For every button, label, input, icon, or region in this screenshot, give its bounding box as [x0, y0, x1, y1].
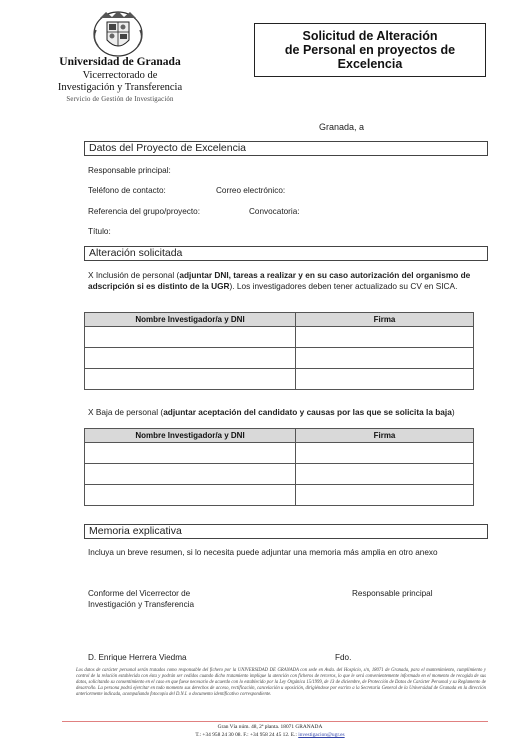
memoria-text: Incluya un breve resumen, si lo necesita puede adjuntar una memoria más amplia en otro anexo [88, 548, 438, 557]
table-row [85, 348, 474, 369]
inclusion-table [84, 312, 474, 390]
table-header-row [85, 429, 474, 443]
title-line3: Excelencia [337, 57, 403, 71]
sign-cell[interactable] [296, 464, 474, 485]
baja-paragraph [88, 407, 483, 418]
referencia-label: Referencia del grupo/proyecto: [88, 207, 200, 216]
place-date: Granada, a [319, 122, 365, 132]
titulo-label: Título: [88, 227, 111, 236]
convocatoria-label: Convocatoria: [249, 207, 300, 216]
table-row [85, 464, 474, 485]
responsable-signature-label: Responsable principal [352, 589, 433, 598]
baja-suffix: ) [451, 407, 455, 417]
col-sign-header: Firma [296, 429, 474, 443]
correo-label: Correo electrónico: [216, 186, 286, 195]
footer-divider [62, 721, 488, 722]
vicerrectorado-line2: Investigación y Transferencia [57, 82, 183, 93]
table-row [85, 327, 474, 348]
vicerrector-name: D. Enrique Herrera Viedma [88, 653, 187, 662]
service-name: Servicio de Gestión de Investigación [66, 96, 174, 103]
inclusion-prefix: X Inclusión de personal ( [88, 270, 180, 280]
baja-prefix: X Baja de personal ( [88, 407, 164, 417]
col-name-header: Nombre Investigador/a y DNI [85, 429, 296, 443]
name-cell[interactable] [85, 369, 296, 390]
footer-email-link[interactable]: investigacion@ugr.es [298, 732, 345, 738]
telefono-label: Teléfono de contacto: [88, 186, 166, 195]
vicerrectorado-line1: Vicerrectorado de [82, 70, 158, 81]
inclusion-bold: adjuntar DNI, tareas a realizar y en su caso autorización del organismo de adscripción si es distinto de la UGR [88, 270, 471, 291]
name-cell[interactable] [85, 327, 296, 348]
baja-bold: adjuntar aceptación del candidato y causas por las que se solicita la baja [163, 407, 452, 417]
sign-cell[interactable] [296, 348, 474, 369]
title-line2: de Personal en proyectos de [284, 43, 456, 57]
legal-notice: Los datos de carácter personal serán tratados como responsable del fichero por la UNIVERSIDAD DE GRANADA con sede en Avda. del Hospicio, s/n, 18071 de Granada, para el mantenimiento, cumplimiento y control de la relación establecida con ésta y podrán ser cedidos cuando dicho tratamiento implique la atención con ficheros de terceros, lo que le será convenientemente informado en el momento de recogida de sus datos, solicitando su consentimiento en el caso en que fuese necesario de acuerdo con lo establecido por la Ley Orgánica 15/1999, de 13 de diciembre, de Protección de Datos de Carácter Personal y su Reglamento de desarrollo. La persona podrá ejercitar en todo momento sus derechos de acceso, rectificación, cancelación u oposición, dirigiéndose por escrito a la Secretaría General de la Universidad de Granada en la dirección anteriormente indicada, acompañando fotocopia del D.N.I. o documento identificativo correspondiente. [76, 668, 486, 698]
col-name-header: Nombre Investigador/a y DNI [85, 313, 296, 327]
name-cell[interactable] [85, 485, 296, 506]
conforme-line2: Investigación y Transferencia [88, 600, 195, 609]
sign-cell[interactable] [296, 485, 474, 506]
table-row [85, 369, 474, 390]
title-line1: Solicitud de Alteración [302, 29, 438, 43]
inclusion-suffix: ). Los investigadores deben tener actualizado su CV en SICA. [229, 281, 458, 291]
university-name: Universidad de Granada [59, 56, 181, 68]
table-header-row [85, 313, 474, 327]
name-cell[interactable] [85, 348, 296, 369]
table-row [85, 443, 474, 464]
footer-contact [120, 732, 420, 738]
inclusion-paragraph [88, 270, 483, 292]
university-crest-icon [90, 8, 146, 58]
section-memoria: Memoria explicativa [84, 524, 488, 539]
document-title-box [254, 23, 486, 77]
conforme-line1: Conforme del Vicerrector de [88, 589, 191, 598]
sign-cell[interactable] [296, 369, 474, 390]
name-cell[interactable] [85, 464, 296, 485]
section-alteracion: Alteración solicitada [84, 246, 488, 261]
responsable-label: Responsable principal: [88, 166, 171, 175]
footer-address: Gran Vía núm. 48, 2ª planta. 18071 GRANADA [217, 724, 323, 730]
sign-cell[interactable] [296, 443, 474, 464]
fdo-label: Fdo. [335, 653, 352, 662]
baja-table [84, 428, 474, 506]
sign-cell[interactable] [296, 327, 474, 348]
col-sign-header: Firma [296, 313, 474, 327]
table-row [85, 485, 474, 506]
footer-phones: T.: +34 958 24 30 08. F.: +34 958 24 45 12. E.: [195, 732, 299, 738]
name-cell[interactable] [85, 443, 296, 464]
section-datos-proyecto: Datos del Proyecto de Excelencia [84, 141, 488, 156]
